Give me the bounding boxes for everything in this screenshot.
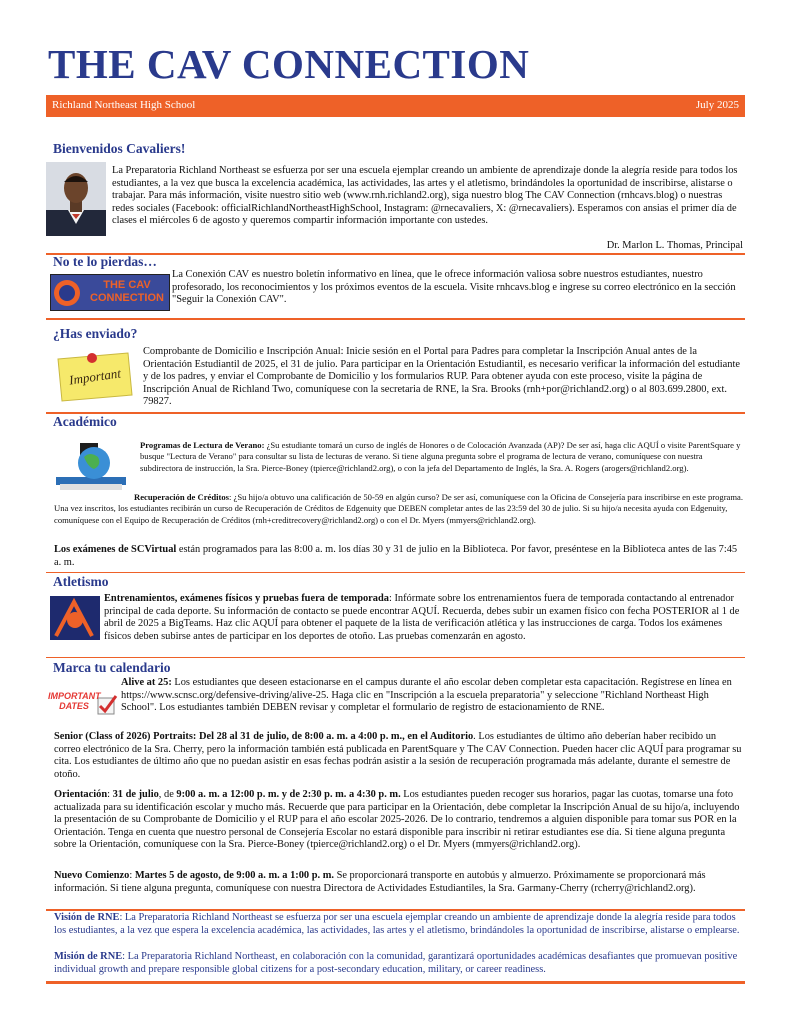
section-divider — [46, 909, 745, 911]
athletics-image — [50, 596, 100, 640]
orientation-text — [54, 789, 744, 852]
note-text: Important — [68, 365, 122, 388]
calendar-heading: Marca tu calendario — [53, 660, 171, 675]
sent-text: Comprobante de Domicilio e Inscripción Anual: Inicie sesión en el Portal para Padres para completar la Inscripción Anual antes de la Orientación Estudiantil de 2025, el 31 de julio. Para participar en la Orientación Estudiantil, es necesario verificar la información del estudiante y de los padres, y enviar el Comprobante de Domicilio y los formularios RUP. Para obtener ayuda con este proceso, visite la página de Inscripción Anual de Richland Two, comuníquese con la secretaria de RNE, la Sra. Brooks (rnh+por@richland2.org) o al 803.699.2800, ext. 79827. — [143, 346, 740, 408]
dontmiss-heading: No te lo pierdas… — [53, 254, 157, 269]
sent-heading: ¿Has enviado? — [53, 326, 138, 341]
mission-title: Misión de RNE — [54, 951, 123, 962]
athletics-title: Entrenamientos, exámenes físicos y pruebas fuera de temporada — [104, 593, 389, 604]
athletics-heading: Atletismo — [53, 574, 109, 589]
dontmiss-text: La Conexión CAV es nuestro boletín informativo en línea, que le ofrece información valiosa sobre nuestros estudiantes, nuestro profesorado, los reconocimientos y los próximos eventos de la escuela. Visite rnhcavs.blog e ingrese su correo electrónico en la sección "Seguir la Conexión CAV". — [172, 269, 736, 306]
senior-portraits-text — [54, 731, 744, 781]
orientation-connector: , de — [158, 789, 177, 800]
footer-rule — [46, 981, 745, 984]
orientation-separator: : — [107, 789, 113, 800]
principal-photo — [46, 162, 106, 236]
section-divider — [46, 572, 745, 573]
section-divider — [46, 318, 745, 320]
alive25-body: Los estudiantes que deseen estacionarse en el campus durante el año escolar deben completar esta capacitación. Regístrese en línea en https://www.scnsc.org/defensive-driving/alive-25. Haga clic en "Inscripción a la escuela preparatoria" y seleccione "Richland Northeast High School". Los estudiantes también DEBEN revisar y completar el formulario de registro de estacionamiento de RNE. — [121, 677, 732, 714]
senior-portraits-title: Senior (Class of 2026) Portraits: Del 28 al 31 de julio, de 8:00 a. m. a 4:00 p. m., en el Auditorio — [54, 731, 474, 742]
reading-program-text — [140, 440, 744, 474]
new-beginning-text — [54, 870, 744, 895]
credit-recovery-title: Recuperación de Créditos — [134, 492, 229, 502]
scvirtual-body: están programados para las 8:00 a. m. los días 30 y 31 de julio en la Biblioteca. Por favor, preséntese en la Biblioteca antes de las 7:45 a. m. — [54, 544, 738, 568]
cav-connection-logo — [50, 274, 170, 311]
scvirtual-title: Los exámenes de SCVirtual — [54, 544, 177, 555]
welcome-heading: Bienvenidos Cavaliers! — [53, 141, 186, 156]
important-dates-image — [48, 690, 118, 718]
important-dates-text: IMPORTANT DATES — [48, 691, 101, 711]
newsletter-title: THE CAV CONNECTION — [48, 41, 530, 87]
credit-recovery-text — [54, 492, 744, 526]
academic-heading: Académico — [53, 414, 117, 429]
new-beginning-body: Se proporcionará transporte en autobús y almuerzo. Próximamente se proporcionará más información. Si tiene alguna pregunta, comuníquese con nuestra Directora de Actividades Estudiantiles, la Sra. Garmany-Cherry (rcherry@richland2.org). — [54, 870, 706, 894]
vision-text — [54, 912, 744, 937]
alive25-title: Alive at 25: — [121, 677, 172, 688]
orientation-body: Los estudiantes pueden recoger sus horarios, pagar las cuotas, tomarse una foto actualizada para su identificación escolar y mucho más. Recuerde que para participar en la Orientación, debe completar la Inscripción Anual de su hijo/a, incluyendo la presentación de su Comprobante de Domicilio y el RUP para el año escolar 2025-2026. De lo contrario, tendremos a alguien disponible para tomar sus POR en la Orientación. Tenga en cuenta que nuestro personal de Consejería Escolar no estará disponible para inscribir ni retirar estudiantes ese día. Si tiene alguna pregunta sobre la Orientación, comuníquese con la Sra. Pierce-Boney (tpierce@richland2.org) o el Dr. Myers (mmyers@richland2.org). — [54, 789, 740, 851]
school-name: Richland Northeast High School — [52, 99, 196, 111]
new-beginning-title: Nuevo Comienzo — [54, 870, 130, 881]
reading-program-title: Programas de Lectura de Verano: — [140, 440, 265, 450]
section-divider — [46, 657, 745, 658]
issue-date: July 2025 — [695, 99, 739, 111]
credit-recovery-body: : ¿Su hijo/a obtuvo una calificación de 50-59 en algún curso? De ser así, comuníquese con la Oficina de Consejería para inscribirse en este programa. Una vez inscritos, los estudiantes recibirán un curso de Recuperación de Créditos de Edgenuity que DEBEN completar antes de las 23:59 del 30 de julio. Si su hijo/a necesita ayuda con Edgenuity, comuníquese con el Equipo de Recuperación de Créditos (rnh+creditrecovery@richland2.org) o con el Dr. Myers (mmyers@richland2.org). — [54, 492, 744, 525]
principal-signature: Dr. Marlon L. Thomas, Principal — [606, 240, 743, 251]
alive25-text — [121, 677, 743, 715]
mission-body: : La Preparatoria Richland Northeast, en colaboración con la comunidad, garantizará oportunidades académicas desafiantes que promuevan positive individual growth and prepare responsible global citizens for a post-secondary education, military, or career readiness. — [54, 951, 738, 975]
orientation-times: 9:00 a. m. a 12:00 p. m. y de 2:30 p. m. a 4:30 p. m. — [176, 789, 401, 800]
orientation-date: 31 de julio — [112, 789, 159, 800]
section-divider — [46, 412, 745, 414]
logo-text: THE CAV CONNECTION — [90, 279, 164, 304]
athletics-body: : Infórmate sobre los entrenamientos fuera de temporada contactando al entrenador principal de cada deporte. Su información de contacto se puede encontrar AQUÍ. Recuerda, debes subir un examen físico con fecha POSTERIOR al 1 de abril de 2025 a BigTeams. Haz clic AQUÍ para obtener el paquete de la lista de verificación atlética y las instrucciones de carga. Todos los exámenes físicos deben subirse antes de participar en los deportes de otoño. Las pruebas comenzarán en agosto. — [104, 593, 740, 642]
vision-body: : La Preparatoria Richland Northeast se esfuerza por ser una escuela ejemplar creando un ambiente de aprendizaje donde la alegría reside para todos los estudiantes, a la vez que espera la excelencia académica, las actividades, las artes y el atletismo, brindándoles la oportunidad de inscribirse, alistarse o emplearse. — [54, 912, 740, 936]
important-note-image — [54, 351, 134, 403]
new-beginning-when: Martes 5 de agosto, de 9:00 a. m. a 1:00 p. m. — [134, 870, 334, 881]
athletics-text — [104, 593, 744, 643]
senior-portraits-body: . Los estudiantes de último año deberían haber recibido un correo electrónico de la Sra. Cherry, pero la información también está publicada en ParentSquare y The CAV Connection. Pueden hacer clic AQUÍ para programar su cita. Los estudiantes de último año que no puedan asistir en esas fechas podrán asistir a la sesión de recuperación programada más adelante, durante el semestre de otoño. — [54, 731, 742, 780]
orientation-title: Orientación — [54, 789, 108, 800]
welcome-text: La Preparatoria Richland Northeast se esfuerza por ser una escuela ejemplar creando un ambiente de aprendizaje donde la alegría reside para todos los estudiantes, a la vez que busca la excelencia académica, las actividades, las artes y el atletismo, brindándoles la oportunidad de inscribirse, alistarse o trabajar. Para más información, visite nuestro sitio web (www.rnh.richland2.org), siga nuestro blog The CAV Connection (rnhcavs.blog) o nuestras redes sociales (Facebook: officialRichlandNortheastHighSchool, Instagram: @rnecavaliers, X: @rnecavaliers). Esperamos con ansias el primer día de clases el miércoles 6 de agosto y queremos compartir información importante con ustedes. — [112, 165, 738, 227]
header-banner — [46, 95, 745, 117]
scvirtual-text — [54, 544, 744, 569]
new-beginning-separator: : — [129, 870, 135, 881]
vision-title: Visión de RNE — [54, 912, 120, 923]
mission-text — [54, 951, 744, 976]
reading-program-body: ¿Su estudiante tomará un curso de inglés de Honores o de Colocación Avanzada (AP)? De ser así, haga clic AQUÍ o visite ParentSquare y busque "Lectura de Verano" para consultar su lista de lecturas de verano. Si tiene alguna pregunta sobre el programa de lectura de verano, comuníquese con nuestra subdirectora de instrucción, la Sra. Pierce-Boney (tpierce@richland2.org), o con la jefa del Departamento de Inglés, la Sra. A. Rogers (arogers@richland2.org). — [140, 440, 741, 473]
globe-books-image — [50, 437, 130, 493]
